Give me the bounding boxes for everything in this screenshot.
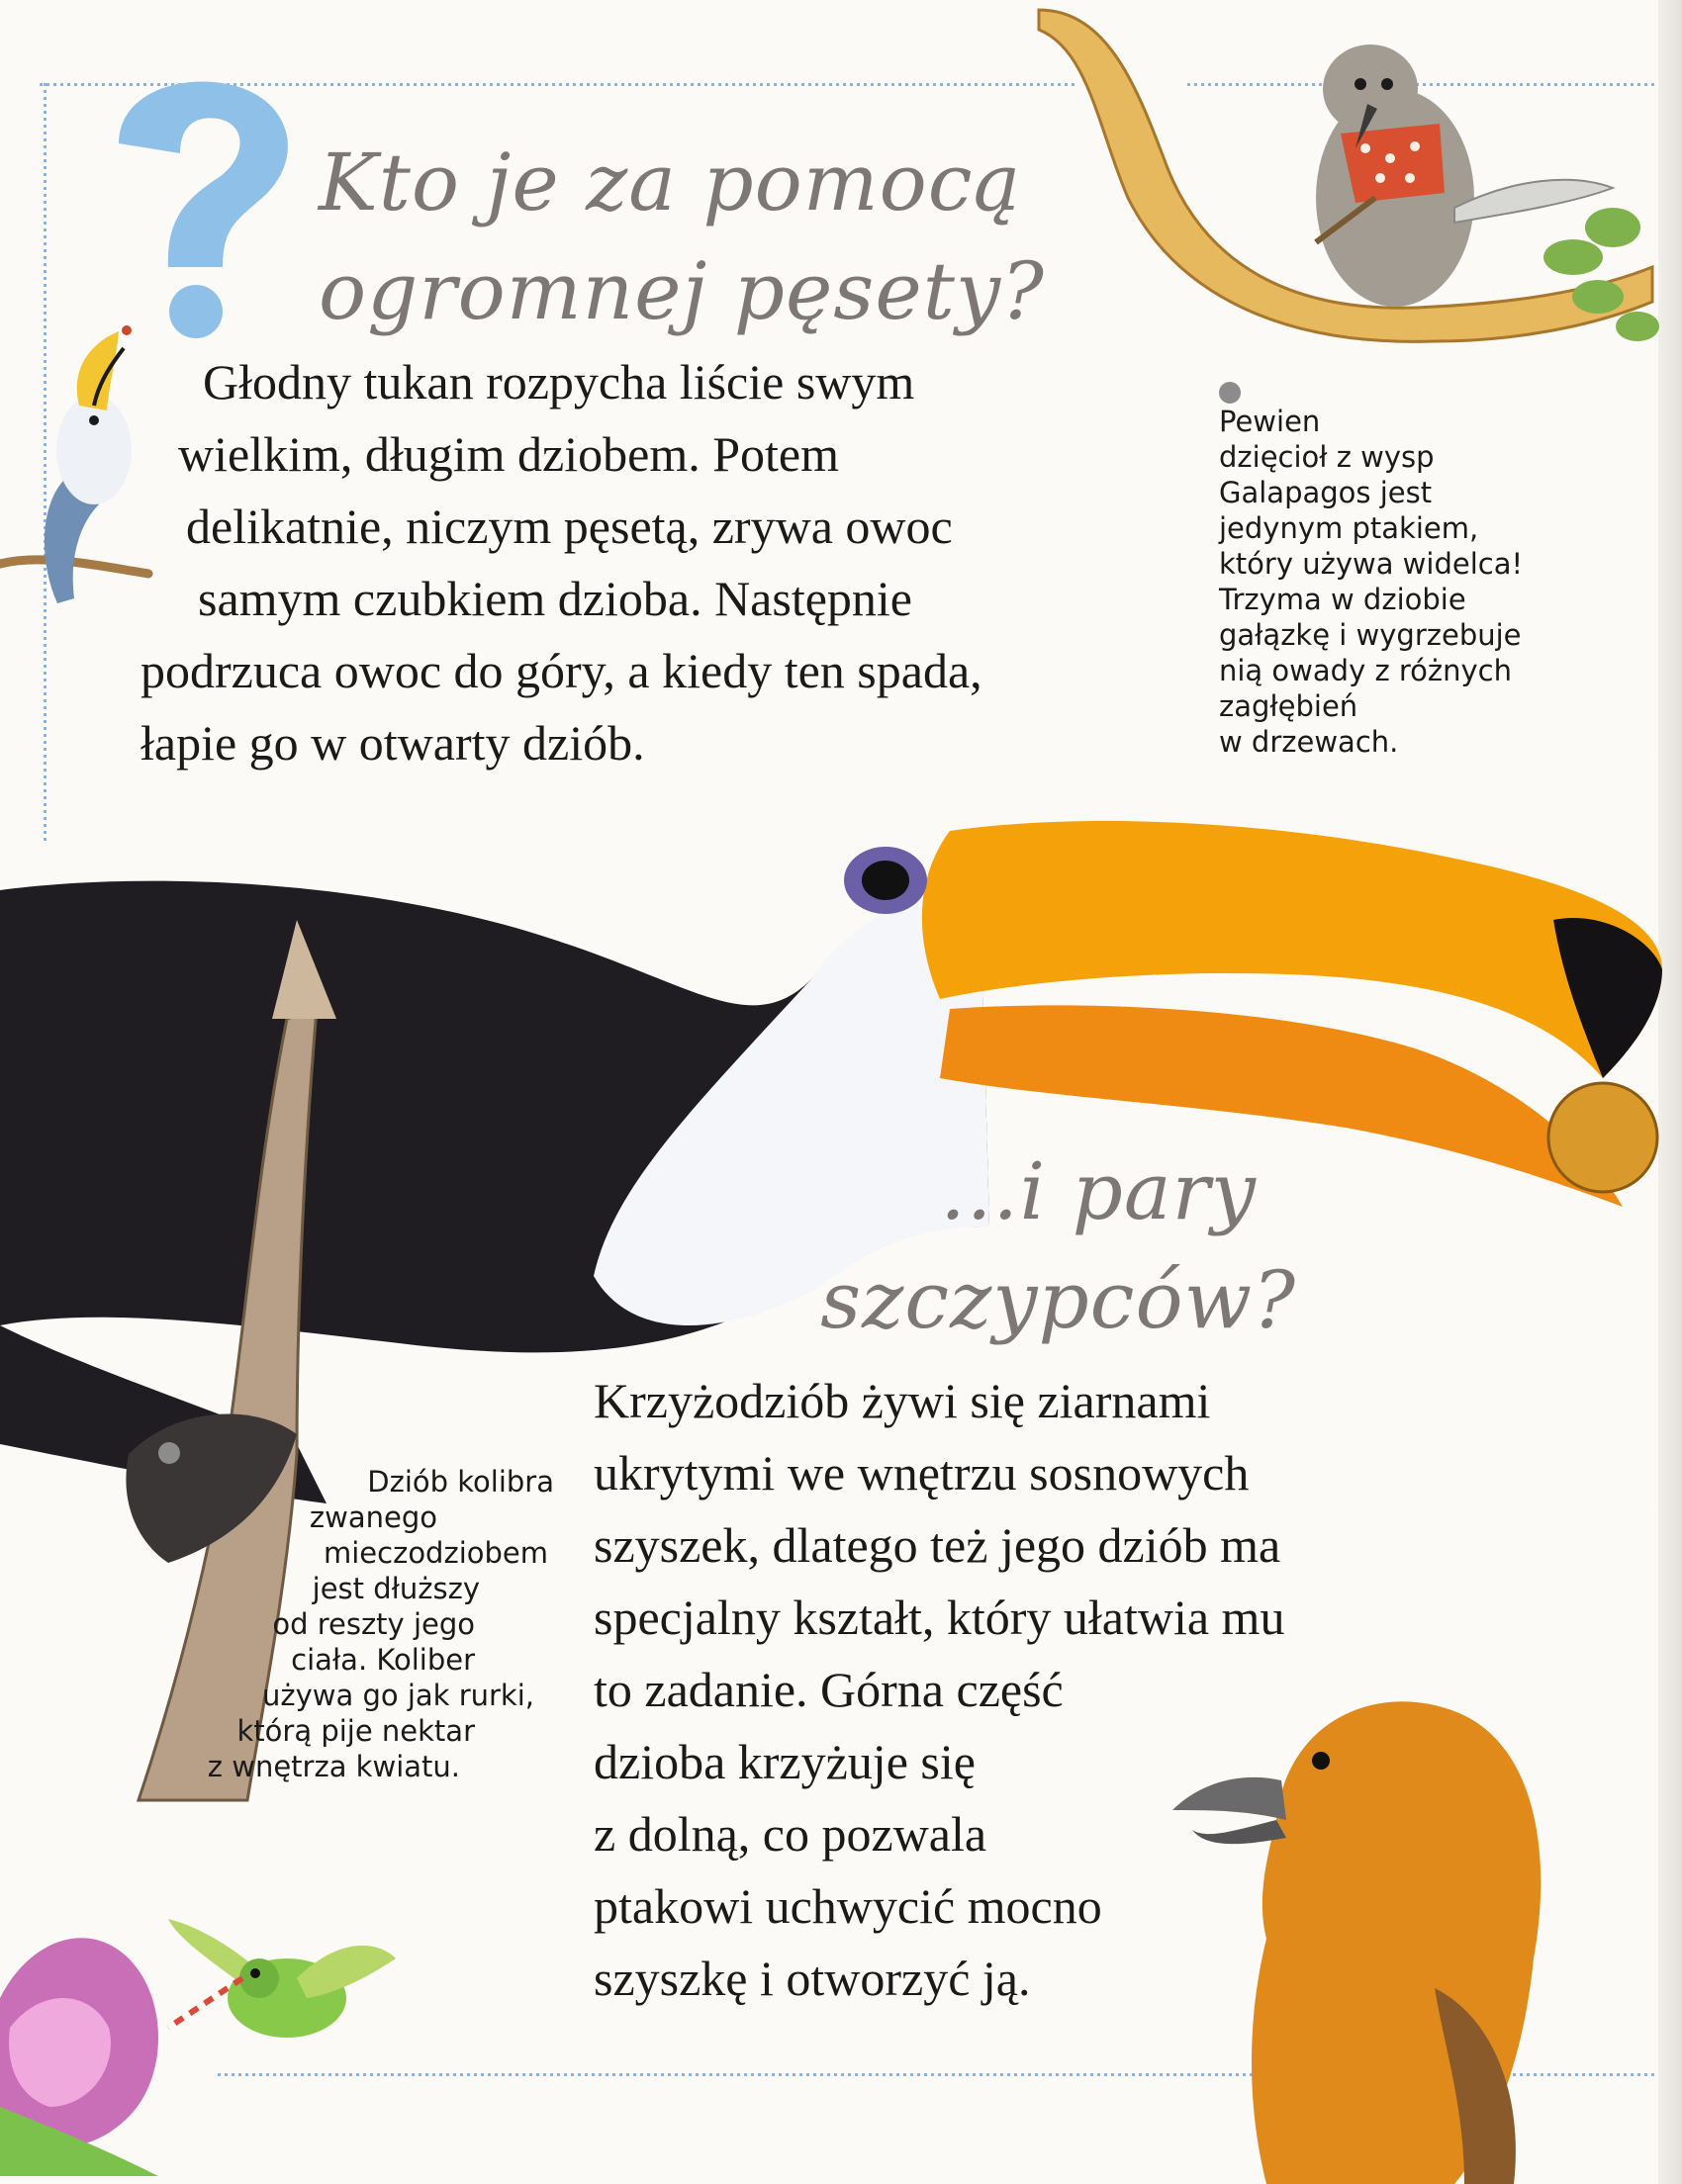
heading2-line-1: …i pary xyxy=(939,1145,1257,1237)
heading-pincers xyxy=(772,1138,1296,1355)
fact-hummingbird-line: Dziób kolibra xyxy=(367,1465,554,1499)
bullet-icon xyxy=(158,1442,180,1464)
heading-line-2: ogromnej pęsety? xyxy=(319,245,1045,337)
paragraph-crossbill-line: specjalny kształt, który ułatwia mu xyxy=(594,1590,1285,1645)
paragraph-crossbill-line: dzioba krzyżuje się xyxy=(594,1734,976,1789)
fact-hummingbird-line: zwanego xyxy=(309,1501,437,1534)
fact-hummingbird-line: jest dłuższy xyxy=(312,1572,480,1605)
fact-woodpecker-line: w drzewach. xyxy=(1219,725,1399,759)
crossbill-illustration xyxy=(1138,1662,1593,2184)
paragraph-crossbill-line: to zadanie. Górna część xyxy=(594,1662,1064,1717)
paragraph-crossbill-line: szyszek, dlatego też jego dziób ma xyxy=(594,1517,1281,1573)
fact-woodpecker-line: gałązkę i wygrzebuje xyxy=(1219,618,1522,652)
paragraph-toucan-line: delikatnie, niczym pęsetą, zrywa owoc xyxy=(186,499,953,554)
heading2-line-2: szczypców? xyxy=(820,1254,1296,1346)
paragraph-crossbill-line: Krzyżodziób żywi się ziarnami xyxy=(594,1373,1211,1428)
paragraph-crossbill-line: ptakowi uchwycić mocno xyxy=(594,1878,1102,1934)
heading-tweezers xyxy=(319,129,1045,346)
fact-woodpecker-line: Galapagos jest xyxy=(1219,476,1433,509)
fact-woodpecker-line: nią owady z różnych xyxy=(1219,654,1513,687)
fact-woodpecker-line: dzięcioł z wysp xyxy=(1219,440,1435,474)
fact-hummingbird xyxy=(158,1442,554,1784)
paragraph-toucan-line: samym czubkiem dzioba. Następnie xyxy=(198,571,912,626)
fact-woodpecker-line: zagłębień xyxy=(1219,689,1358,723)
question-mark-icon xyxy=(89,69,317,336)
paragraph-toucan-line: podrzuca owoc do góry, a kiedy ten spada, xyxy=(140,643,982,698)
fact-woodpecker xyxy=(1219,382,1523,760)
paragraph-toucan-line: łapie go w otwarty dziób. xyxy=(140,715,645,771)
fact-hummingbird-line: którą pije nektar xyxy=(236,1714,475,1748)
paragraph-toucan-line: wielkim, długim dziobem. Potem xyxy=(178,426,839,482)
fact-hummingbird-line: mieczodziobem xyxy=(324,1536,548,1570)
fact-woodpecker-line: Pewien xyxy=(1219,405,1321,438)
fact-hummingbird-line: z wnętrza kwiatu. xyxy=(207,1750,460,1783)
heading-line-1: Kto je za pomocą xyxy=(319,136,1022,228)
fact-hummingbird-line: od reszty jego xyxy=(272,1607,475,1641)
fact-woodpecker-line: który używa widelca! xyxy=(1219,547,1524,581)
paragraph-crossbill-line: ukrytymi we wnętrzu sosnowych xyxy=(594,1445,1250,1501)
hummingbird-illustration xyxy=(0,1879,475,2176)
fact-woodpecker-line: Trzyma w dziobie xyxy=(1219,583,1466,616)
paragraph-crossbill-line: szyszkę i otworzyć ją. xyxy=(594,1951,1031,2006)
fact-woodpecker-line: jedynym ptakiem, xyxy=(1219,511,1479,545)
bullet-icon xyxy=(1219,382,1241,404)
paragraph-toucan-line: Głodny tukan rozpycha liście swym xyxy=(203,354,915,410)
fact-hummingbird-line: ciała. Koliber xyxy=(291,1643,475,1677)
woodpecker-finch-illustration xyxy=(1019,0,1662,425)
paragraph-crossbill-line: z dolną, co pozwala xyxy=(594,1806,987,1862)
fact-hummingbird-line: używa go jak rurki, xyxy=(262,1679,534,1712)
